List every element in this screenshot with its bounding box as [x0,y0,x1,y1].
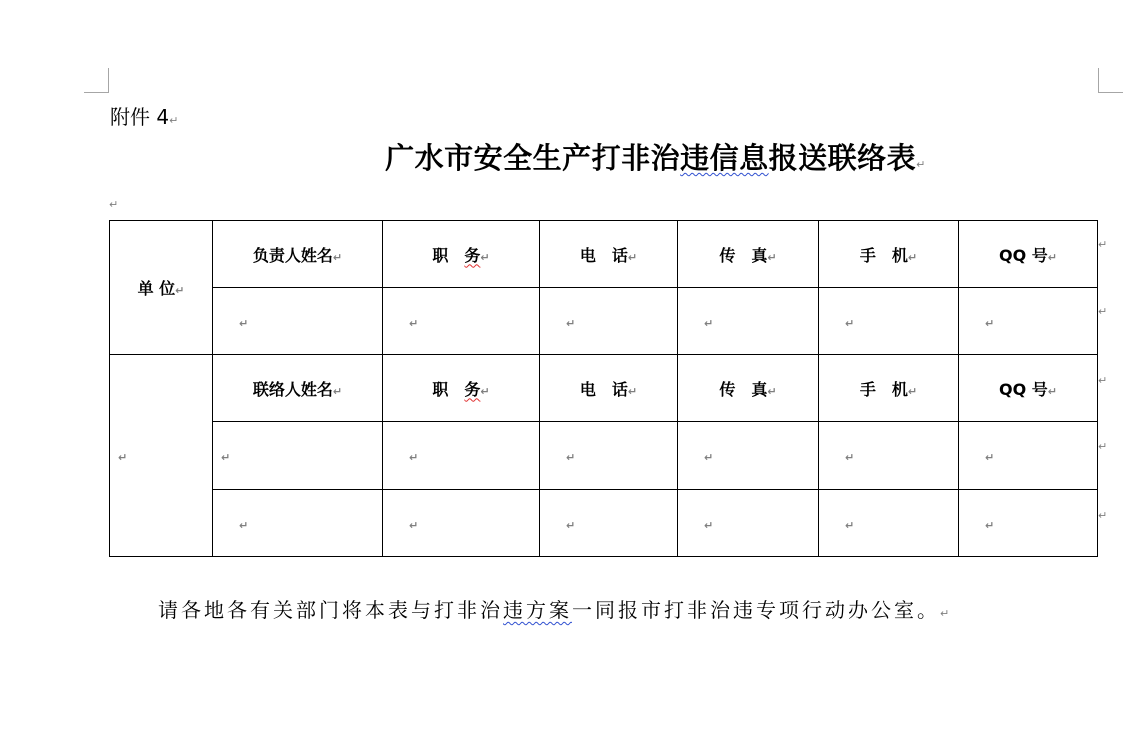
paragraph-mark-icon: ↵ [566,518,576,532]
row-end-mark-icon: ↵ [1098,509,1108,522]
header-label: 职 务 [432,245,481,265]
unit-input-cell[interactable] [110,355,213,557]
crop-mark-top-left [84,68,109,93]
input-cell[interactable] [819,490,959,557]
table-row [110,422,1098,490]
contact-table [109,220,1098,557]
header-label: 负责人姓名 [252,245,333,265]
paragraph-mark-icon: ↵ [1047,250,1057,264]
paragraph-mark-icon: ↵ [480,384,490,398]
note-part-2: 一同报市打非治违专项行动办公室。 [572,598,940,622]
header-label: 手 机 [859,245,908,265]
paragraph-mark-icon: ↵ [169,114,179,127]
paragraph-mark-icon: ↵ [767,384,777,398]
paragraph-mark-icon: ↵ [118,451,128,464]
input-cell[interactable] [383,288,540,355]
title-part-2: 报送联络表 [768,141,917,175]
table-row [110,355,1098,422]
paragraph-mark-icon: ↵ [907,250,918,264]
header-cell-fax[interactable] [678,221,819,288]
header-label: 联络人姓名 [252,379,333,399]
paragraph-mark-icon: ↵ [221,451,231,464]
attachment-label [110,101,178,130]
paragraph-mark-icon: ↵ [767,250,777,264]
paragraph-mark-icon: ↵ [332,384,343,398]
paragraph-mark-icon: ↵ [1047,384,1057,398]
input-cell[interactable] [213,422,383,490]
row-end-mark-icon: ↵ [1098,305,1108,318]
spellcheck-char: 务 [464,245,481,265]
paragraph-mark-icon: ↵ [627,250,638,264]
paragraph-mark-icon: ↵ [985,518,995,532]
input-cell[interactable] [678,490,819,557]
note-part-1: 请各地各有关部门将本表与打非治 [158,598,503,622]
paragraph-mark-icon: ↵ [704,451,714,464]
header-label: 传 真 [719,379,768,399]
header-label: 电 话 [579,245,628,265]
header-cell-mobile[interactable] [819,355,959,422]
header-cell-fax[interactable] [678,355,819,422]
header-cell-phone[interactable] [540,221,678,288]
paragraph-mark-icon: ↵ [704,316,714,330]
input-cell[interactable] [383,422,540,490]
header-label: 职 务 [432,379,481,399]
header-label: 电 话 [579,379,628,399]
header-label: 手 机 [859,379,908,399]
document-title [0,136,1141,177]
paragraph-mark-icon: ↵ [907,384,918,398]
input-cell[interactable] [540,288,678,355]
paragraph-mark-icon: ↵ [332,250,343,264]
empty-paragraph-mark-icon: ↵ [109,198,119,211]
spellcheck-char: 务 [464,379,481,399]
paragraph-mark-icon: ↵ [566,451,576,464]
header-label: QQ 号 [999,245,1048,265]
header-label: 传 真 [719,245,768,265]
table-row [110,221,1098,288]
input-cell[interactable] [819,422,959,490]
paragraph-mark-icon: ↵ [175,284,185,297]
paragraph-mark-icon: ↵ [845,316,855,330]
paragraph-mark-icon: ↵ [916,158,926,171]
header-cell-position[interactable] [383,221,540,288]
footer-note [158,594,949,623]
unit-cell[interactable] [110,221,213,355]
header-cell-qq[interactable] [959,355,1098,422]
paragraph-mark-icon: ↵ [845,518,855,532]
input-cell[interactable] [213,490,383,557]
input-cell[interactable] [819,288,959,355]
paragraph-mark-icon: ↵ [627,384,638,398]
unit-label: 单 位 [137,279,176,298]
crop-mark-top-right [1098,68,1123,93]
title-part-spellcheck: 违信息 [680,141,769,175]
input-cell[interactable] [959,288,1098,355]
header-label: QQ 号 [999,379,1048,399]
attachment-text: 附件 4 [110,105,170,129]
input-cell[interactable] [213,288,383,355]
paragraph-mark-icon: ↵ [409,518,419,532]
paragraph-mark-icon: ↵ [480,250,490,264]
input-cell[interactable] [959,422,1098,490]
input-cell[interactable] [678,422,819,490]
paragraph-mark-icon: ↵ [985,451,995,464]
table-row [110,490,1098,557]
paragraph-mark-icon: ↵ [940,607,950,620]
input-cell[interactable] [959,490,1098,557]
header-cell-liaison-name[interactable] [213,355,383,422]
paragraph-mark-icon: ↵ [704,518,714,532]
header-cell-mobile[interactable] [819,221,959,288]
row-end-mark-icon: ↵ [1098,440,1108,453]
paragraph-mark-icon: ↵ [409,451,419,464]
header-cell-position[interactable] [383,355,540,422]
table-row [110,288,1098,355]
input-cell[interactable] [383,490,540,557]
header-cell-phone[interactable] [540,355,678,422]
paragraph-mark-icon: ↵ [239,518,249,532]
header-cell-person-name[interactable] [213,221,383,288]
note-part-spellcheck: 违方案 [503,598,572,622]
paragraph-mark-icon: ↵ [845,451,855,464]
row-end-mark-icon: ↵ [1098,374,1108,387]
title-part-1: 广水市安全生产打非治 [385,141,681,175]
paragraph-mark-icon: ↵ [409,316,419,330]
paragraph-mark-icon: ↵ [566,316,576,330]
row-end-mark-icon: ↵ [1098,238,1108,251]
input-cell[interactable] [540,490,678,557]
paragraph-mark-icon: ↵ [239,316,249,330]
input-cell[interactable] [678,288,819,355]
header-cell-qq[interactable] [959,221,1098,288]
paragraph-mark-icon: ↵ [985,316,995,330]
input-cell[interactable] [540,422,678,490]
